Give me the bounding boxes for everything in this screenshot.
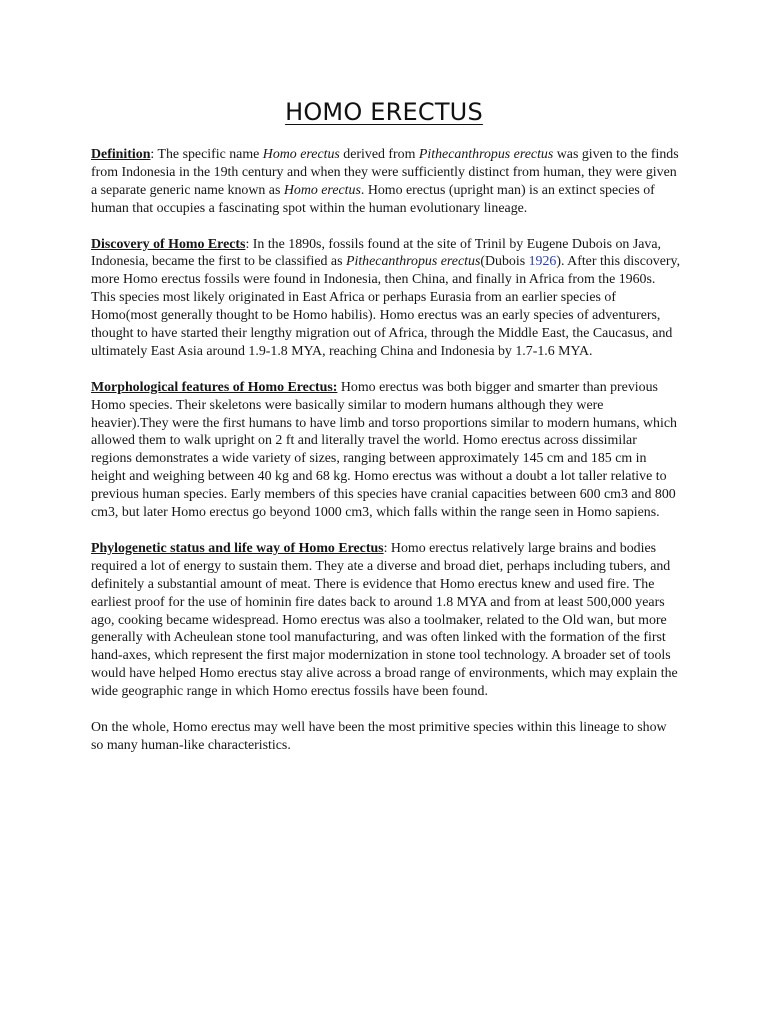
document-title: HOMO ERECTUS — [285, 98, 483, 126]
definition-text: : The specific name — [150, 147, 263, 162]
definition-paragraph — [91, 146, 681, 218]
phylogenetic-heading: Phylogenetic status and life way of Homo Erectus — [91, 540, 384, 556]
discovery-text: ). After this discovery, more Homo erectus fossils were found in Indonesia, then China, and finally in Africa from the 1960s. This species most likely originated in East Africa or perhaps Eurasia from an earlier species of Homo(most generally thought to be Homo habilis). Homo erectus was an early species of adventurers, — [91, 254, 681, 324]
morphology-text: Homo erectus was both bigger and smarter than previous Homo species. Their skeletons were basically similar to modern humans although they were heavier).They were the first humans to have limb and torso proportions similar to modern humans, which allowed them to walk upright on 2 ft and literally travel the world. Homo erectus across dissimilar regions demonstrates a wide variety of sizes, ranging between approximately 145 cm and 185 cm in height and weighing between 40 kg and 68 kg. Homo erectus was without a doubt a lot taller relative to previous human species. Early members of this species have cranial capacities between 600 cm3 and 800 cm3, but later Homo erectus go beyond 1000 cm3, which falls within the range seen in Homo sapiens. — [91, 379, 677, 521]
definition-text: was given to the finds from Indonesia in the 19th century and when they were sufficiently distinct from human, they were given a separate generic name known as — [91, 147, 679, 198]
definition-text: derived from — [339, 147, 419, 162]
conclusion-text: On the whole, Homo erectus may well have been the most primitive species within this lineage to show so many human-like characteristics. — [91, 719, 667, 753]
morphology-heading: Morphological features of Homo Erectus: — [91, 379, 338, 395]
discovery-text: thought to have started their lengthy migration out of Africa, through the Middle East, the Caucasus, and ultimately East Asia around 1.9-1.8 MYA, reaching China and Indonesia by 1.7-1.6 MYA. — [91, 326, 673, 359]
discovery-italic-term: Pithecanthropus erectus — [345, 254, 481, 270]
phylogenetic-text: : Homo erectus relatively large brains and bodies required a lot of energy to sustain them. They ate a diverse and broad diet, perhaps including tubers, and definitely a substantial amount of meat. There is evidence that Homo erectus knew and used fire. The earliest proof for the use of hominin fire dates back to around 1.8 MYA and from at least 500,000 years ago, cooking became widespread. Homo erectus was also a toolmaker, related to the Old wan, but more generally with Acheulean stone tool manufacturing, and was often linked with the formation of the first hand-axes, which represent the first major modernization in stone tool technology. A broader set of tools would have helped Homo erectus stay alive across a broad range of environments, which may explain the wide geographic range in which Homo erectus fossils have been found. — [91, 540, 678, 700]
phylogenetic-paragraph — [91, 540, 681, 701]
definition-italic-term: Pithecanthropus erectus — [418, 147, 554, 162]
conclusion-paragraph — [91, 719, 681, 755]
discovery-text: (Dubois — [480, 254, 529, 270]
definition-italic-term: Homo erectus — [283, 182, 361, 198]
document-body — [91, 146, 681, 773]
discovery-text: : In the 1890s, fossils found at the site of Trinil by Eugene Dubois on Java, Indonesia, became the first to be classified as — [91, 236, 661, 270]
definition-text: . Homo erectus (upright man) is an extinct species of human that occupies a fascinating spot within the human evolutionary lineage. — [91, 182, 655, 216]
citation-link[interactable]: 1926 — [528, 254, 557, 270]
morphology-paragraph — [91, 379, 681, 522]
definition-italic-term: Homo erectus — [262, 147, 340, 162]
discovery-paragraph — [91, 236, 681, 361]
discovery-heading: Discovery of Homo Erects — [91, 236, 246, 252]
definition-heading: Definition — [91, 147, 151, 162]
